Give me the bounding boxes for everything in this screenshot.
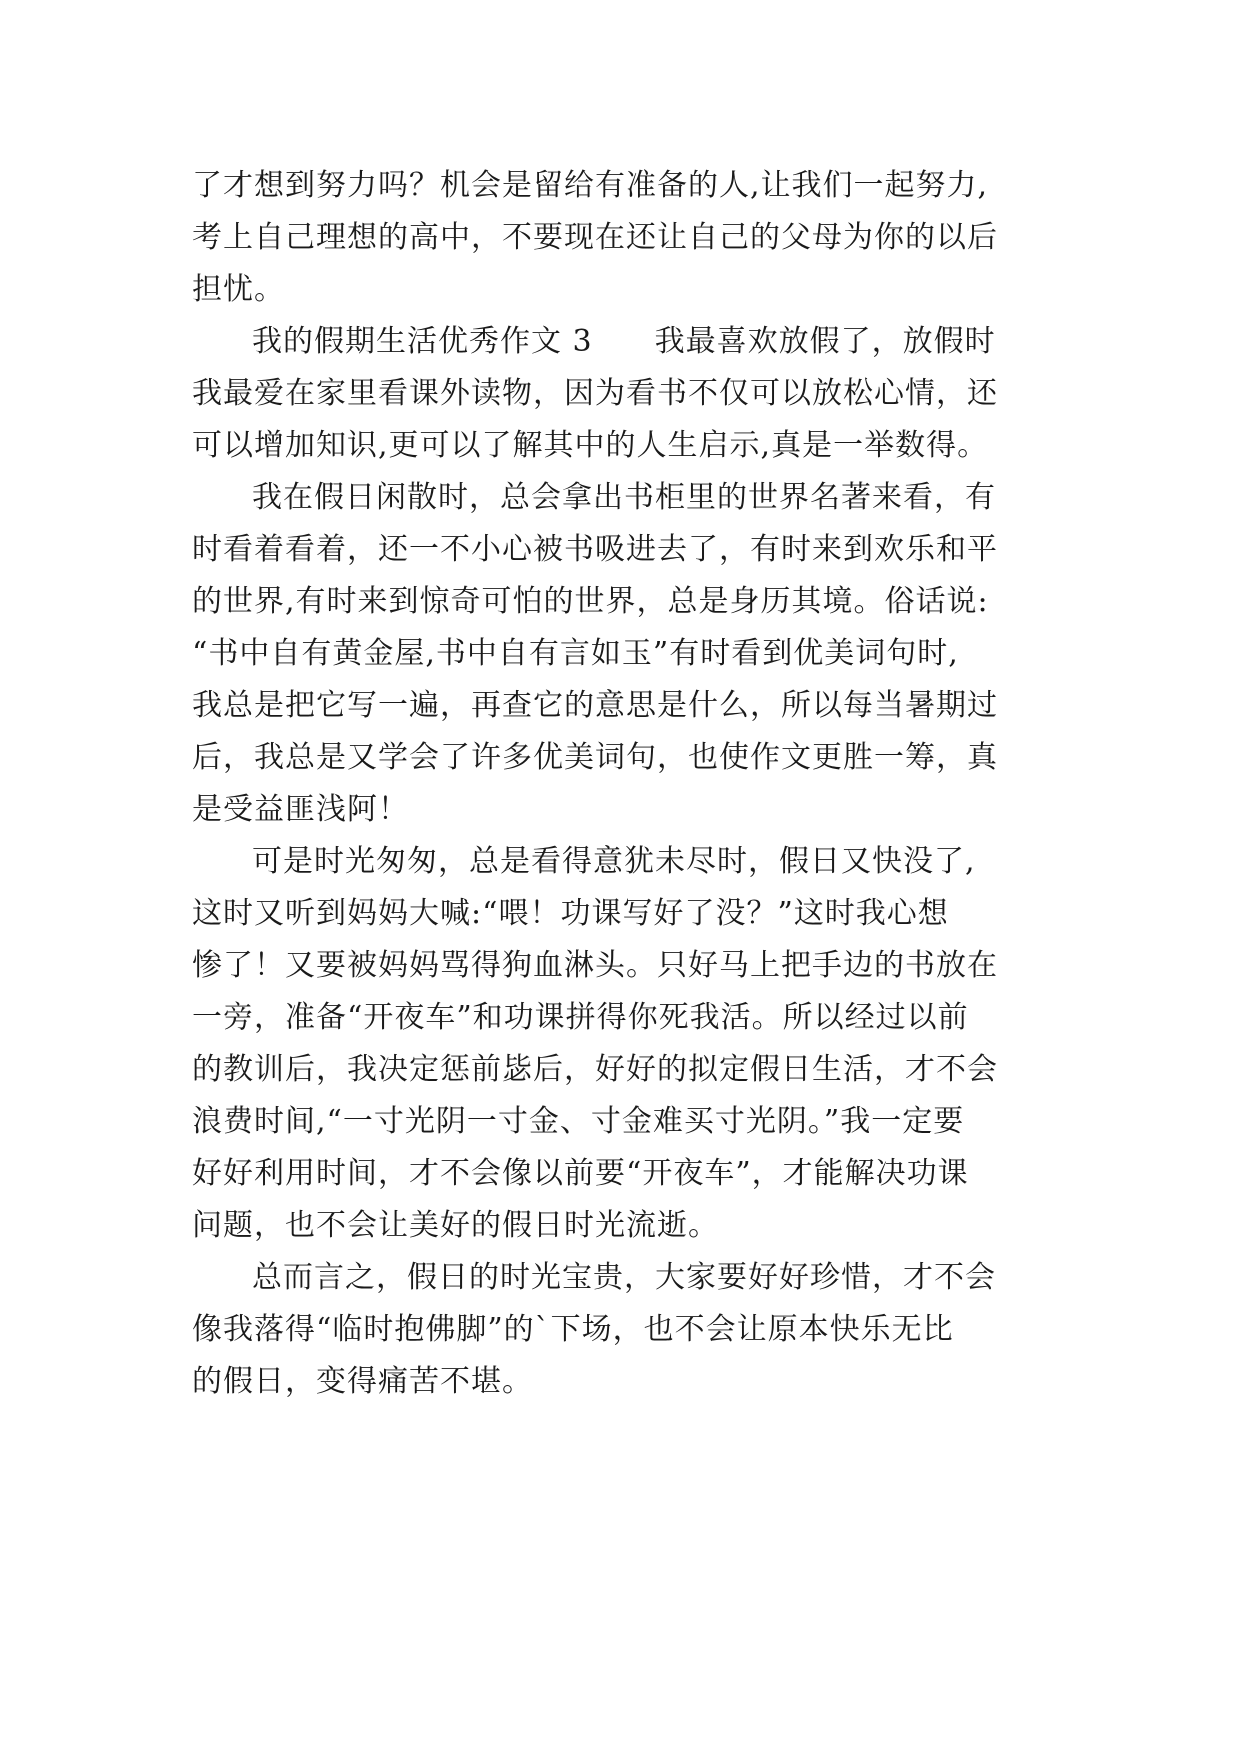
text-line: 惨了！又要被妈妈骂得狗血淋头。只好马上把手边的书放在 [192,948,998,983]
text-line: 我在假日闲散时，总会拿出书柜里的世界名著来看，有 [252,480,996,515]
text-line: “书中自有黄金屋,书中自有言如玉”有时看到优美词句时, [192,636,959,671]
text-line: 的教训后，我决定惩前毖后，好好的拟定假日生活，才不会 [192,1052,998,1087]
text-line: 考上自己理想的高中，不要现在还让自己的父母为你的以后 [192,220,998,255]
document-body [192,160,1082,1408]
text-line: 总而言之，假日的时光宝贵，大家要好好珍惜，才不会 [252,1260,996,1295]
text-line: 了才想到努力吗？机会是留给有准备的人,让我们一起努力, [192,168,989,203]
text-line: 我最爱在家里看课外读物，因为看书不仅可以放松心情，还 [192,376,998,411]
text-line: 好好利用时间，才不会像以前要“开夜车”，才能解决功课 [192,1156,969,1191]
text-line: 可是时光匆匆，总是看得意犹未尽时，假日又快没了, [252,844,976,879]
text-line: 后，我总是又学会了许多优美词句，也使作文更胜一筹，真 [192,740,998,775]
text-line: 可以增加知识,更可以了解其中的人生启示,真是一举数得。 [192,428,989,463]
text-line: 的世界,有时来到惊奇可怕的世界，总是身历其境。俗话说: [192,584,989,619]
text-line: 的假日，变得痛苦不堪。 [192,1364,533,1399]
text-line: 这时又听到妈妈大喊:“喂！功课写好了没？”这时我心想 [192,896,949,931]
text-line: 浪费时间,“一寸光阴一寸金、寸金难买寸光阴。”我一定要 [192,1104,965,1139]
essay-title-line: 我的假期生活优秀作文 3 我最喜欢放假了，放假时 [252,324,996,359]
text-line: 问题，也不会让美好的假日时光流逝。 [192,1208,719,1243]
text-line: 担忧。 [192,272,285,307]
text-line: 是受益匪浅阿！ [192,792,409,827]
text-line: 一旁，准备“开夜车”和功课拼得你死我活。所以经过以前 [192,1000,969,1035]
text-line: 像我落得“临时抱佛脚”的`下场，也不会让原本快乐无比 [192,1312,954,1347]
text-line: 时看着看着，还一不小心被书吸进去了，有时来到欢乐和平 [192,532,998,567]
text-line: 我总是把它写一遍，再查它的意思是什么，所以每当暑期过 [192,688,998,723]
